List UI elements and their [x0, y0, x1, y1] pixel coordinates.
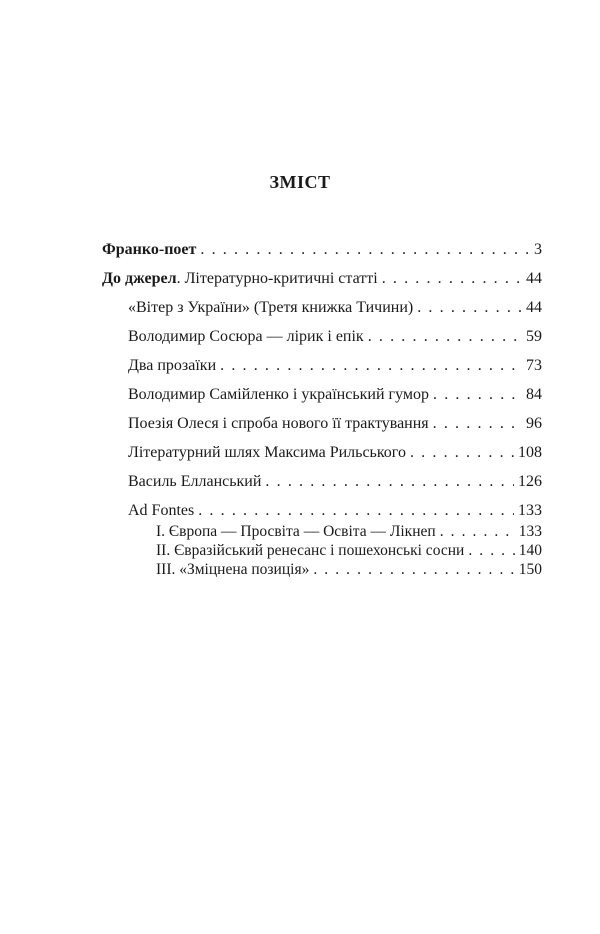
- toc-entry-label: Франко-поет: [102, 241, 197, 258]
- toc-page-number: 3: [534, 241, 542, 258]
- toc-entry[interactable]: [102, 298, 542, 317]
- toc-page-number: 59: [526, 328, 542, 345]
- toc-entry-label: Поезія Олеся і спроба нового її трактування: [128, 415, 429, 432]
- leader-dots: [440, 522, 515, 541]
- leader-dots: [382, 269, 522, 288]
- toc-entry-label: До джерел. Літературно-критичні статті: [102, 270, 378, 287]
- toc-entry-label: Два прозаїки: [128, 357, 217, 374]
- page-title: ЗМІСТ: [269, 172, 331, 192]
- leader-dots: [410, 443, 514, 462]
- leader-dots: [433, 414, 522, 433]
- toc-page-number: 140: [518, 542, 542, 559]
- toc-page-number: 84: [526, 386, 542, 403]
- toc-page-number: 44: [526, 299, 542, 316]
- toc-entry-label: Літературний шлях Максима Рильського: [128, 444, 406, 461]
- toc-entry-label: І. Європа — Просвіта — Освіта — Лікнеп: [156, 523, 436, 540]
- leader-dots: [433, 385, 522, 404]
- toc-entry-label: Володимир Самійленко і український гумор: [128, 386, 429, 403]
- toc-entry[interactable]: [102, 560, 542, 579]
- toc-entry-label: Володимир Сосюра — лірик і епік: [128, 328, 364, 345]
- toc-entry-label: Василь Елланський: [128, 473, 262, 490]
- leader-dots: [368, 327, 522, 346]
- toc-entry-label: «Вітер з України» (Третя книжка Тичини): [128, 299, 414, 316]
- leader-dots: [220, 356, 522, 375]
- toc-page-number: 108: [518, 444, 542, 461]
- toc-page-number: 73: [526, 357, 542, 374]
- toc-entry[interactable]: [102, 327, 542, 346]
- leader-dots: [265, 472, 514, 491]
- toc-page-number: 44: [526, 270, 542, 287]
- leader-dots: [198, 501, 514, 520]
- toc-entry-label: ІІ. Євразійський ренесанс і пошехонські сосни: [156, 542, 465, 559]
- toc-page-number: 126: [518, 473, 542, 490]
- leader-dots: [200, 240, 530, 259]
- toc-page-number: 150: [518, 561, 542, 578]
- toc-page-number: 133: [518, 502, 542, 519]
- toc-entry-label: ІІІ. «Зміцнена позиція»: [156, 561, 310, 578]
- table-of-contents: [102, 240, 542, 579]
- toc-entry[interactable]: [102, 541, 542, 560]
- leader-dots: [417, 298, 522, 317]
- toc-entry[interactable]: [102, 501, 542, 520]
- toc-page-number: 133: [518, 523, 542, 540]
- toc-entry[interactable]: [102, 269, 542, 288]
- toc-entry[interactable]: [102, 356, 542, 375]
- toc-entry[interactable]: [102, 443, 542, 462]
- toc-entry[interactable]: [102, 385, 542, 404]
- toc-entry[interactable]: [102, 472, 542, 491]
- toc-entry[interactable]: [102, 414, 542, 433]
- toc-page-number: 96: [526, 415, 542, 432]
- toc-entry[interactable]: [102, 522, 542, 541]
- leader-dots: [313, 560, 514, 579]
- leader-dots: [468, 541, 514, 560]
- toc-entry-label: Ad Fontes: [128, 502, 195, 519]
- toc-entry[interactable]: [102, 240, 542, 259]
